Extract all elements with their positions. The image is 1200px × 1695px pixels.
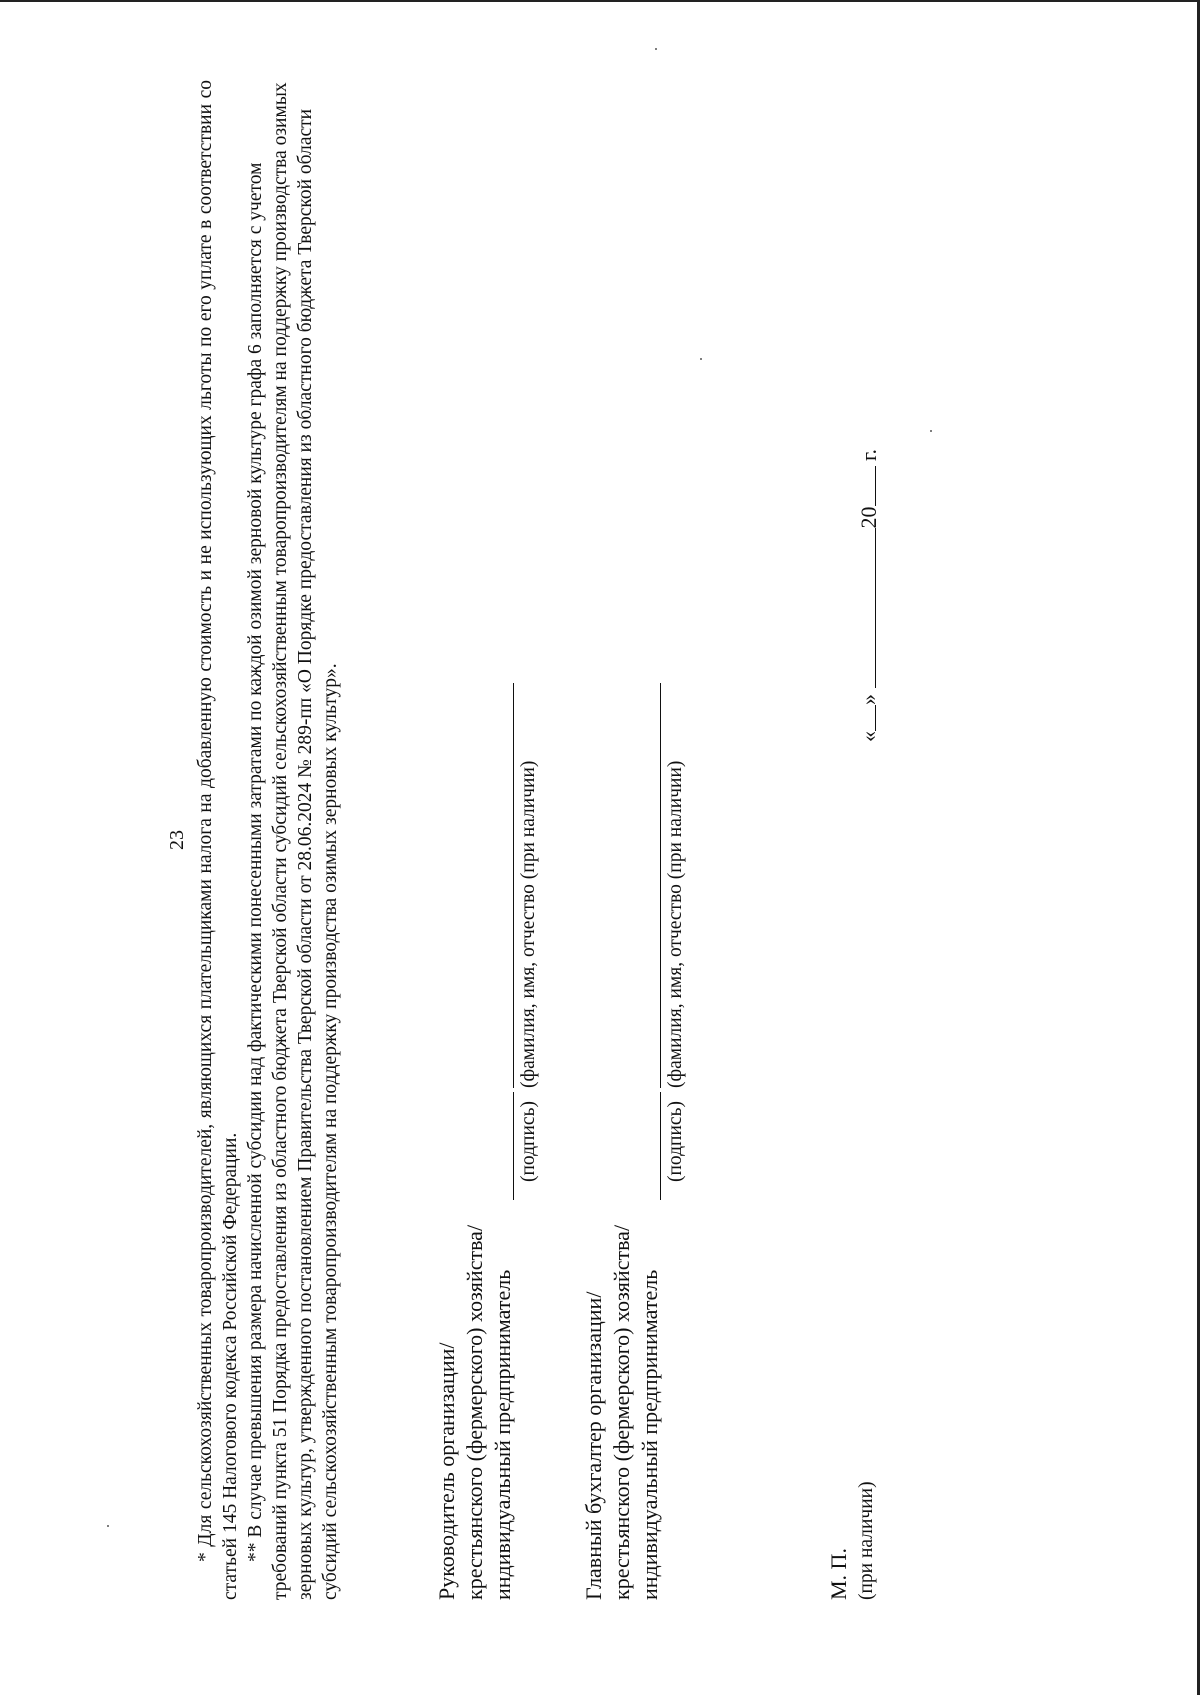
stamp-label: М. П. xyxy=(826,1548,851,1600)
head-role-line-3: индивидуальный предприниматель xyxy=(490,1269,515,1600)
scan-speck xyxy=(655,48,657,50)
date-close-quote: » xyxy=(856,694,881,705)
year-blank xyxy=(855,467,876,507)
year-prefix: 20 xyxy=(856,506,881,529)
rotated-document-page xyxy=(165,80,925,1600)
accountant-name-line xyxy=(660,683,661,1088)
head-sign-caption: (подпись) xyxy=(518,1101,539,1182)
accountant-role-line-1: Главный бухгалтер организации/ xyxy=(581,1291,606,1600)
page-number: 23 xyxy=(166,830,188,850)
accountant-role-line-3: индивидуальный предприниматель xyxy=(637,1269,662,1600)
scan-edge-top xyxy=(0,0,1200,2)
year-suffix: г. xyxy=(856,448,881,461)
scan-speck xyxy=(930,430,932,432)
stamp-note: (при наличии) xyxy=(856,1481,877,1600)
stamp-block xyxy=(825,1481,881,1600)
head-role-line-1: Руководитель организации/ xyxy=(434,1342,459,1600)
head-signature-block xyxy=(433,300,545,1600)
head-sign-line xyxy=(513,1092,514,1200)
day-blank xyxy=(855,705,876,731)
head-name-line xyxy=(513,683,514,1088)
accountant-sign-line xyxy=(660,1092,661,1200)
accountant-name-caption: (фамилия, имя, отчество (при наличии) xyxy=(665,760,686,1088)
accountant-role-line-2: крестьянского (фермерского) хозяйства/ xyxy=(609,1224,634,1600)
head-name-caption: (фамилия, имя, отчество (при наличии) xyxy=(518,760,539,1088)
month-blank xyxy=(855,529,876,689)
date-line xyxy=(855,449,883,742)
accountant-signature-block xyxy=(580,300,692,1600)
scan-speck xyxy=(107,1525,109,1527)
date-open-quote: « xyxy=(856,731,881,742)
head-role-line-2: крестьянского (фермерского) хозяйства/ xyxy=(462,1224,487,1600)
footnotes xyxy=(193,80,343,1600)
accountant-sign-caption: (подпись) xyxy=(665,1101,686,1182)
footnote-excess-subsidy: ** В случае превышения размера начисленной субсидии над фактическими понесенными затратами по каждой озимой зерновой культуре графа 6 заполняется с учетом требований пункта 51 Порядка предоставления из областного бюджета Тверской области субсидий сельскохозяйственным товаропроизводителям на поддержку производства озимых зерновых культур, утвержденного постановлением Правительства Тверской области от 28.06.2024 № 289-пп «О Порядке предоставления из областного бюджета Тверской области субсидий сельскохозяйственным товаропроизводителям на поддержку производства озимых зерновых культур». xyxy=(245,82,341,1600)
footnote-vat: * Для сельскохозяйственных товаропроизводителей, являющихся плательщиками налога на добавленную стоимость и не использующих льготы по его уплате в соответствии со статьей 145 Налогового кодекса Российской Федерации. xyxy=(195,80,241,1600)
